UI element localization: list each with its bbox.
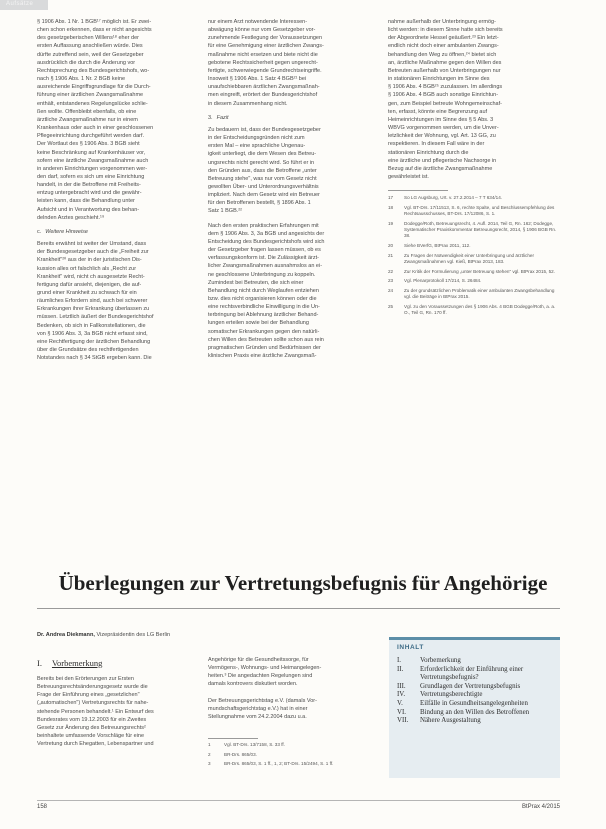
footnote-number: 1 bbox=[208, 742, 211, 747]
paragraph: Zu bedauern ist, dass der Bundesgesetzgeber in der Entscheidungsgründen nicht zum ersten Mal – eine sprachliche Ungenau- igkeit unterliegt, die dem Wesen des Betreu- ungsrechts nicht gerecht wird. So führt er in den Gründen aus, dass die Betroffene „unter Betreuung stehe", was nur vom Gesetz nicht gewollten Über- und Unterordnungsverhältnis impliziert. Nach dem Gesetz wird ein Betreuer für den Betroffenen bestellt, § 1896 Abs. 1 Satz 1 BGB.²² bbox=[208, 126, 321, 215]
paragraph: Bereits erwähnt ist weiter der Umstand, dass der Bundesgesetzgeber auch die „Freiheit zur Krankheit"²⁰ aus der in der juristischen Dis- kussion alles ort falschlich als „Recht zur Krankheit" wird, nicht ch ausgesetzte Recht- fertigung dafür ansieht, diejenigen, die auf- grund einer Krankheit zu schwach für ein räumliches Erfordern sind, auch bei schwerer Erkrankungen ihrer Erkrankung überlassen zu müssen. Letztlich äußert der Bundesgerichtshof Bedenken, ob sich in Fallkonstellationen, die von § 1906 Abs. 3, 3a BGB nicht erfasst sind, eine Rechtfertigung der ärztlichen Behandlung über die Grundsätze des rechtfertigenden Notstandes nach § 34 StGB ergeben kann. Die bbox=[37, 241, 154, 362]
footnotes bbox=[388, 195, 560, 535]
footnote bbox=[208, 752, 372, 758]
bottom-middle-column bbox=[208, 656, 372, 736]
footnote bbox=[208, 742, 372, 748]
contents-box bbox=[389, 637, 560, 778]
footnote-number: 25 bbox=[388, 303, 394, 309]
author-name: Dr. Andrea Diekmann, bbox=[37, 632, 95, 638]
footnote bbox=[388, 288, 560, 301]
footer-rule bbox=[37, 800, 560, 801]
contents-title: Nähere Ausgestaltung bbox=[420, 717, 481, 725]
contents-list bbox=[397, 657, 557, 726]
contents-item bbox=[397, 683, 557, 692]
left-column bbox=[37, 18, 201, 536]
contents-item bbox=[397, 709, 557, 718]
footnote-divider bbox=[388, 190, 448, 191]
paragraph: Bereits bei den Erörterungen zur Ersten Betreuungsrechtsänderungsgesetz wurde die Frage der Einführung eines „gesetzlichen" („automatischen") Vertretungsrechts für nahe- stehende Personen behandelt.¹ Ein Entwurf des Bundesrates vom 19.12.2003 für ein Zweites Gesetz zur Änderung des Betreuungsrechts² beinhaltete umfassende Vorschläge für eine Vertretung durch Ehegatten, Lebenspartner und bbox=[37, 676, 154, 748]
paragraph: § 1906 Abs. 1 Nr. 1 BGB¹⁷ möglich ist. Er zwei- chen schon erkennen, dass er nicht angesichts des gesetzgeberischen Willens¹⁸ eher der ersten Auffassung anschließen würde. Dies dürfte zutreffend sein, weil der Gesetzgeber ausdrücklich die durch die Änderung vor Rechtsprechung des Bundesgerichtshofs, wo- nach § 1906 Abs. 1 Nr. 2 BGB keine ausreichende Eingriffsgrundlage für die Durch- führung einer ärztlichen Zwangsmaßnahme enthält, entstandenes Regelungslücke schlie- ßen wollte. Offenbleibt ebenfalls, ob eine ärztliche Zwangsmaßnahme nur in einem Krankenhaus oder auch in einer geschlossenen Pflegeeinrichtung durchgeführt werden darf. Der Wortlaut des § 1906 Abs. 3 BGB sieht keine Beschränkung auf Krankenhäuser vor, sofern eine ärztliche Zwangsmaßnahme auch in anderen Einrichtungen vorgenommen wer- den darf, sofern es sich um eine Einrichtung handelt, in der die Betroffene mit Freiheits- entzug untergebracht wird und die gewähr- leisten kann, dass die Behandlung unter Aufsicht und in Verantwortung des behan- delnden Arztes geschieht.¹⁹ bbox=[37, 19, 154, 221]
contents-title: Eilfälle in Gesundheitsangelegenheiten bbox=[420, 699, 528, 707]
contents-numeral: VII. bbox=[397, 717, 409, 725]
footnote-number: 2 bbox=[208, 751, 211, 757]
section-heading: I. Vorbemerkung bbox=[37, 658, 103, 668]
journal-issue: BtPrax 4/2015 bbox=[521, 804, 560, 810]
footnote-text: Zu der grundsätzlichen Problematik einer ambulanten Zwangsbehandlung vgl. die Beiträge in BtPrax 2015. bbox=[404, 287, 555, 300]
contents-item bbox=[397, 666, 557, 683]
footnote bbox=[388, 304, 560, 317]
contents-item bbox=[397, 700, 557, 709]
footnotes bbox=[208, 742, 372, 792]
footnote-text: Vgl. zu den Voraussetzungen des § 1906 Abs. 4 BGB Dodegge/Roth, a. a. O., Teil G, Rn. 170 ff. bbox=[404, 303, 556, 316]
contents-item bbox=[397, 657, 557, 666]
footnote bbox=[388, 269, 560, 275]
footnote bbox=[388, 243, 560, 249]
footnote-number: 20 bbox=[388, 243, 394, 248]
footnote-number: 17 bbox=[388, 195, 394, 200]
footnote-number: 22 bbox=[388, 268, 394, 274]
contents-title: Vertretungsberechtigte bbox=[420, 691, 483, 699]
footnote-text: Vgl. BT-Drs. 13/7158, S. 33 ff. bbox=[224, 742, 285, 747]
page-number: 158 bbox=[37, 804, 48, 810]
subsection-heading: c. Weitere Hinweise bbox=[37, 228, 88, 235]
bottom-left-column bbox=[37, 675, 201, 793]
contents-item bbox=[397, 691, 557, 700]
footnote-number: 18 bbox=[388, 204, 394, 210]
footnote bbox=[388, 221, 560, 240]
paragraph: nahme außerhalb der Unterbringung ermög- licht werden: in diesem Sinne hatte sich bereits der Abgeordnete Hessel geäußert.²³ Ein letzt- endlich nicht doch einer ambulanten Zwangs- behandlung den Weg zu öffnen,²⁴ bietet sich an, ärztliche Maßnahme gegen den Willen des Betreuten außerhalb von Unterbringungen nur in stationären Einrichtungen im Sinne des § 1906 Abs. 4 BGB²⁵ zuzulassen. Im allerdings § 1906 Abs. 4 BGB auch sonstige Einrichtun- gen, zum Beispiel betreute Wohngemeinschaf- ten, erfasst, könnte eine Begrenzung auf Heimeinrichtungen im Sinne des § 5 Abs. 3 WBVG vorgenommen werden, um die Unver- letzlichkeit der Wohnung, vgl. Art. 13 GG, zu respektieren. In diesem Fall wäre in der stationären Einrichtung durch die eine ärztliche und pflegerische Nachsorge in Bezug auf die ärztliche Zwangsmaßnahme gewährleistet ist. bbox=[388, 19, 503, 180]
contents-numeral: VI. bbox=[397, 708, 406, 716]
footnote-number: 24 bbox=[388, 287, 394, 293]
contents-numeral: I. bbox=[397, 657, 402, 664]
footnote bbox=[388, 253, 560, 266]
footnote-text: BR-Drs. 865/03, S. 1 ff., 1, 2; BT-Drs. 15/2494, S. 1 ff. bbox=[224, 761, 334, 767]
contents-numeral: III. bbox=[397, 682, 406, 690]
footnote-text: BR-Drs. 865/03. bbox=[224, 751, 257, 757]
footnote-text: Zu Fragen der Notwendigkeit einer Unterbringung und ärztlicher Zwangsmaßnahmen vgl. Kieß, BtPrax 2013, 183. bbox=[404, 252, 534, 264]
paragraph: Angehörige für die Gesundheitssorge, für Vermögens-, Wohnungs- und Heimangelegen- heiten.³ Die angedachten Regelungen sind damals kontrovers diskutiert worden. Der Betreuungsgerichtstag e.V. (damals Vor- mundschaftsgerichtstag e.V.) hat in einer Stellungnahme vom 24.2.2004 dazu u.a. bbox=[208, 657, 322, 721]
middle-column bbox=[208, 18, 372, 536]
footnote bbox=[388, 278, 560, 284]
footnote-text: Dodegge/Roth, Betreuungsrecht, 4. Aufl. 2014, Teil G, Rn. 162; Dodegge, Systematischer Praxiskommentar Betreuungsrecht, 2014, § 1906 BGB Rn. 38. bbox=[404, 220, 557, 239]
header-tab-label: Aufsätze bbox=[6, 1, 34, 7]
paragraph: Nach den ersten praktischen Erfahrungen mit dem § 1906 Abs. 3, 3a BGB und angesichts der Entscheidung des Bundesgerichtshofs wird sich der Gesetzgeber fragen lassen müssen, ob es verfassungskonform ist. Die Zulässigkeit ärzt- licher Zwangsmaßnahmen ausnahmslos an ei- ne geschlossene Unterbringung zu koppeln. Zumindest bei Betreuten, die sich einer Behandlung nicht durch Weglaufen entziehen bzw. dies nicht organisieren können oder die eine rechtsverbindliche Einwilligung in die Un- terbringung bei Ablehnung ärztlicher Behand- lungen erteilen sowie bei der Behandlung somatischer Erkrankungen gegen den natürli- chen Willen des Betreuten sollte schon aus rein pragmatischen Gründen und Bedürfnissen der klinischen Praxis eine ärztliche Zwangsmaß- bbox=[208, 222, 325, 360]
contents-numeral: IV. bbox=[397, 691, 406, 699]
footnote-number: 3 bbox=[208, 761, 211, 767]
article-title: Überlegungen zur Vertretungsbefugnis für Angehörige bbox=[58, 571, 548, 595]
contents-title: Vorbemerkung bbox=[420, 657, 461, 664]
footnote bbox=[388, 195, 560, 201]
footnote bbox=[388, 205, 560, 218]
footnote-text: Siehe BVerfG, BtPrax 2011, 112. bbox=[404, 243, 471, 248]
author-role: Vizepräsidentin des LG Berlin bbox=[94, 632, 171, 638]
contents-item bbox=[397, 717, 557, 726]
title-rule bbox=[37, 608, 560, 609]
footnote-text: Vgl. Plenarprotokoll 17/214, S. 26484. bbox=[404, 278, 482, 284]
contents-title: Grundlagen der Vertretungsbefugnis bbox=[420, 682, 521, 690]
author-line bbox=[37, 632, 170, 638]
contents-heading: INHALT bbox=[397, 644, 424, 651]
footnote-number: 19 bbox=[388, 220, 394, 226]
footnote-divider bbox=[208, 738, 258, 739]
paragraph: nur einem Arzt notwendende Interessen- abwägung könne nur vom Gesetzgeber vor- zunehmende Festlegung der Voraussetzungen für eine Genehmigung einer ärztlichen Zwangs- maßnahme nicht ersetzen und biete nicht die gebotene Rechtssicherheit gegen ungerecht- fertigte, schwerwiegende Grundrechtseingriffe. Insoweit § 1906 Abs. 1 Satz 4 BGB²¹ bei unaufschiebbaren ärztlichen Zwangsmaßnah- men eingreift, erörtert der Bundesgerichtshof in diesem Zusammenhang nicht. bbox=[208, 19, 324, 107]
contents-numeral: II. bbox=[397, 665, 404, 673]
footnote-text: So LG Augsburg, Urt. v. 27.2.2014 – 7 T 634/14. bbox=[404, 195, 503, 200]
footnote-number: 23 bbox=[388, 278, 394, 284]
contents-title: Bindung an den Willen des Betroffenen bbox=[420, 708, 530, 716]
contents-title: Erforderlichkeit der Einführung einer Vertretungsbefugnis? bbox=[420, 665, 524, 682]
footnote-number: 21 bbox=[388, 252, 394, 258]
subsection-heading: 3. Fazit bbox=[208, 114, 229, 121]
contents-numeral: V. bbox=[397, 699, 403, 707]
right-column bbox=[388, 18, 560, 184]
footnote bbox=[208, 761, 372, 767]
footnote-text: Vgl. BT-Drs. 17/11513, S. 6, rechte Spalte, und Beschlussempfehlung des Rechtsausschusses, BT-Drs. 17/12086, S. 1. bbox=[404, 204, 555, 216]
footnote-text: Zur Kritik der Formulierung „unter Betreuung stehen" vgl. BtPrax 2015, 52. bbox=[404, 268, 556, 274]
